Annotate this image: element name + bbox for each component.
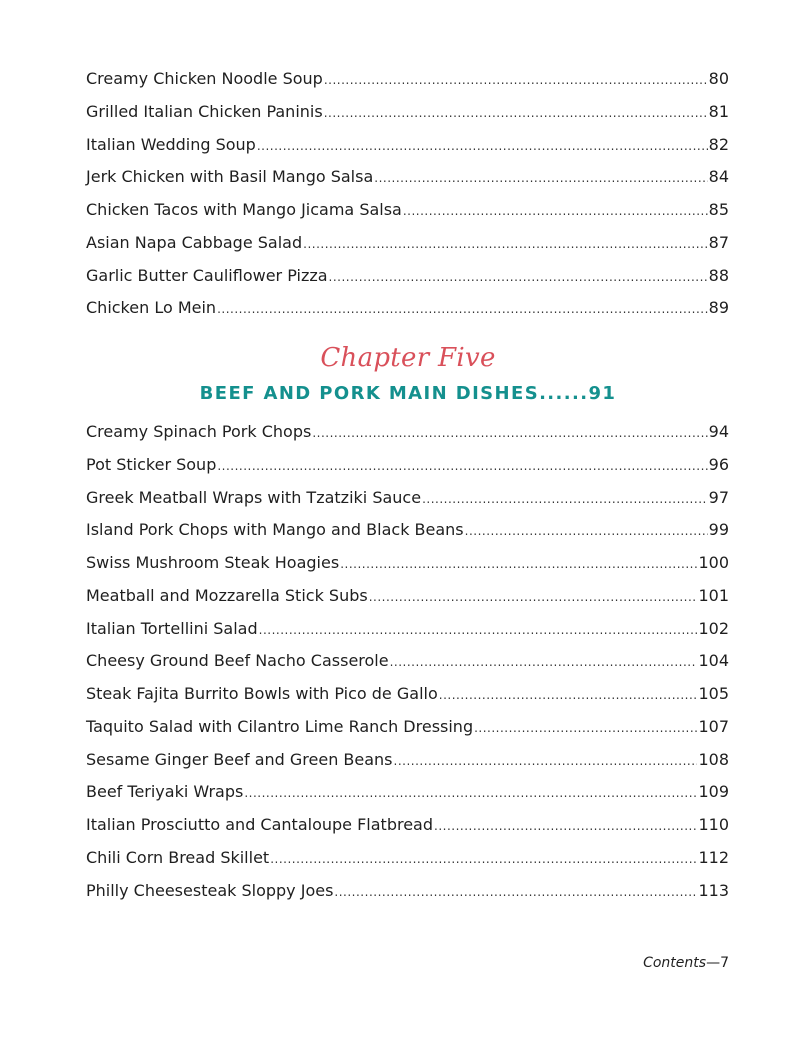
dot-leader: [439, 679, 698, 712]
toc-entry-title: Italian Tortellini Salad: [86, 618, 258, 638]
dot-leader: [403, 195, 708, 228]
dot-leader: [303, 228, 708, 261]
toc-entry[interactable]: [86, 645, 729, 678]
dot-leader: [340, 548, 697, 581]
toc-entry[interactable]: [86, 63, 729, 96]
dot-leader: [312, 417, 707, 450]
dot-leader: [394, 745, 698, 778]
toc-entry-page-number: 102: [698, 618, 729, 638]
toc-entry-title: Pot Sticker Soup: [86, 454, 217, 474]
footer-separator: —: [706, 955, 721, 971]
toc-entry-title: Cheesy Ground Beef Nacho Casserole: [86, 651, 389, 671]
toc-entry-title: Chicken Tacos with Mango Jicama Salsa: [86, 200, 402, 219]
toc-entry-title: Sesame Ginger Beef and Green Beans: [86, 749, 393, 769]
toc-entry[interactable]: [86, 96, 729, 129]
toc-entry-title: Garlic Butter Cauliflower Pizza: [86, 265, 328, 285]
chapter-title: BEEF AND PORK MAIN DISHES......91: [199, 383, 617, 404]
dot-leader: [257, 130, 708, 163]
toc-entry-title: Creamy Spinach Pork Chops: [86, 422, 312, 441]
dot-leader: [259, 614, 698, 647]
dot-leader: [465, 515, 708, 548]
toc-entry-page-number: 112: [698, 847, 729, 867]
toc-entry-page-number: 82: [708, 134, 729, 154]
toc-entry-title: Grilled Italian Chicken Paninis: [86, 101, 323, 121]
toc-entry-page-number: 100: [698, 553, 729, 572]
toc-entry[interactable]: [86, 678, 729, 711]
toc-entry-page-number: 99: [708, 520, 729, 540]
toc-entry-title: Philly Cheesesteak Sloppy Joes: [86, 880, 334, 900]
toc-entry-title: Swiss Mushroom Steak Hoagies: [86, 553, 340, 572]
toc-entry[interactable]: [86, 292, 729, 325]
toc-entry[interactable]: [86, 875, 729, 908]
toc-entry-title: Beef Teriyaki Wraps: [86, 782, 244, 802]
dot-leader: [390, 646, 698, 679]
toc-entry-page-number: 113: [698, 880, 729, 900]
toc-entry[interactable]: [86, 227, 729, 260]
toc-entry-title: Jerk Chicken with Basil Mango Salsa: [86, 167, 374, 187]
toc-entry[interactable]: [86, 449, 729, 482]
toc-entry-page-number: 94: [708, 422, 729, 441]
toc-entry[interactable]: [86, 161, 729, 194]
toc-entry-page-number: 105: [698, 684, 729, 703]
dot-leader: [434, 810, 697, 843]
dot-leader: [270, 843, 697, 876]
toc-entry-title: Chili Corn Bread Skillet: [86, 847, 270, 867]
toc-entry-page-number: 96: [708, 454, 729, 474]
toc-entry[interactable]: [86, 776, 729, 809]
toc-entry[interactable]: [86, 580, 729, 613]
toc-entry-title: Italian Wedding Soup: [86, 134, 256, 154]
toc-entry-page-number: 85: [708, 200, 729, 219]
toc-entry-page-number: 107: [698, 716, 729, 736]
toc-entry-page-number: 80: [708, 69, 729, 88]
dot-leader: [369, 581, 698, 614]
toc-entry-title: Island Pork Chops with Mango and Black Beans: [86, 520, 464, 540]
dot-leader: [217, 450, 707, 483]
toc-entry-page-number: 110: [698, 815, 729, 834]
toc-entry-page-number: 81: [708, 101, 729, 121]
toc-entry-page-number: 84: [708, 167, 729, 187]
toc-entry[interactable]: [86, 809, 729, 842]
toc-list-previous-chapter: [86, 63, 729, 325]
toc-entry[interactable]: [86, 711, 729, 744]
toc-list-chapter-five: [86, 416, 729, 907]
footer-section-name: Contents: [643, 955, 707, 971]
chapter-label: Chapter Five: [320, 343, 496, 373]
dot-leader: [324, 97, 708, 130]
dot-leader: [334, 876, 697, 909]
toc-entry[interactable]: [86, 260, 729, 293]
toc-entry-page-number: 88: [708, 265, 729, 285]
toc-entry[interactable]: [86, 842, 729, 875]
dot-leader: [374, 162, 707, 195]
toc-entry-title: Meatball and Mozzarella Stick Subs: [86, 585, 368, 605]
dot-leader: [329, 261, 708, 294]
toc-entry[interactable]: [86, 613, 729, 646]
toc-entry-page-number: 101: [698, 585, 729, 605]
toc-entry-title: Asian Napa Cabbage Salad: [86, 232, 303, 252]
toc-entry-page-number: 89: [708, 298, 729, 318]
toc-entry-page-number: 108: [698, 749, 729, 769]
toc-entry[interactable]: [86, 194, 729, 227]
toc-entry-title: Creamy Chicken Noodle Soup: [86, 69, 323, 88]
toc-entry[interactable]: [86, 129, 729, 162]
dot-leader: [422, 483, 708, 516]
toc-entry[interactable]: [86, 547, 729, 580]
toc-entry-title: Greek Meatball Wraps with Tzatziki Sauce: [86, 487, 422, 507]
toc-entry[interactable]: [86, 744, 729, 777]
toc-entry[interactable]: [86, 482, 729, 515]
toc-entry-title: Taquito Salad with Cilantro Lime Ranch Dressing: [86, 716, 474, 736]
toc-entry-page-number: 87: [708, 232, 729, 252]
dot-leader: [244, 777, 697, 810]
toc-entry-page-number: 97: [708, 487, 729, 507]
toc-entry-title: Italian Prosciutto and Cantaloupe Flatbread: [86, 815, 433, 834]
toc-entry[interactable]: [86, 416, 729, 449]
dot-leader: [474, 712, 697, 745]
page-footer: [643, 955, 729, 971]
footer-page-number: 7: [720, 955, 729, 971]
dot-leader: [324, 64, 708, 97]
toc-entry-page-number: 109: [698, 782, 729, 802]
toc-entry[interactable]: [86, 514, 729, 547]
toc-entry-title: Chicken Lo Mein: [86, 298, 217, 318]
toc-entry-title: Steak Fajita Burrito Bowls with Pico de Gallo: [86, 684, 438, 703]
toc-entry-page-number: 104: [698, 651, 729, 671]
dot-leader: [217, 293, 708, 326]
